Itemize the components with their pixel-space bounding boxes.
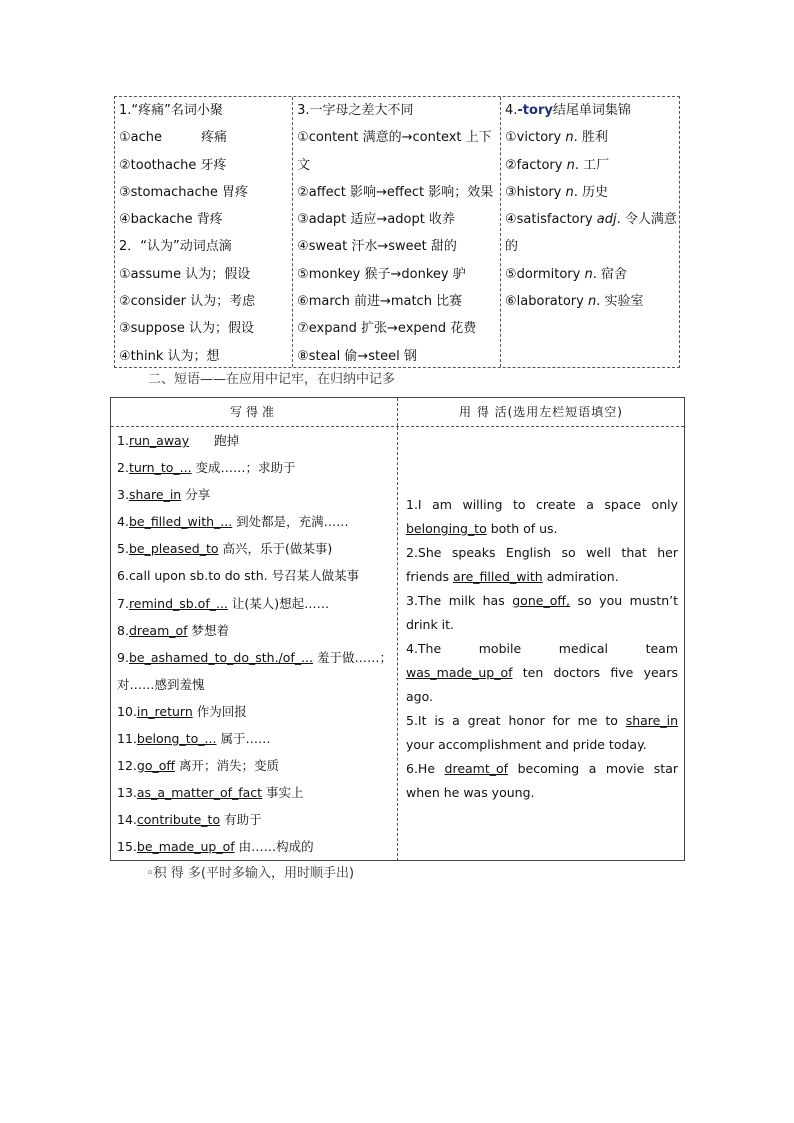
sentence-answer: belonging_to	[406, 521, 487, 536]
phrase-answer: be_pleased_to	[128, 541, 219, 557]
phrase-meaning: 分享	[181, 487, 211, 503]
phrase-row	[117, 698, 391, 725]
word-table	[114, 96, 680, 368]
tory-suffix: -tory	[517, 103, 553, 118]
col3-line	[505, 152, 675, 179]
col2-line: ⑥march 前进→match 比赛	[297, 294, 463, 310]
sentence-text: 1.I am willing to create a space only	[406, 497, 678, 512]
one-letter-diff-column	[292, 97, 500, 367]
phrase-meaning: 变成……；求助于	[191, 460, 296, 476]
meaning: . 工厂	[574, 157, 610, 173]
word: ②factory	[505, 157, 567, 173]
phrase-number: 14.	[117, 812, 137, 828]
pain-nouns-column	[115, 97, 292, 367]
phrase-number: 6.	[117, 568, 129, 584]
tory-words-column	[500, 97, 679, 367]
fill-blank-sentence	[406, 541, 678, 589]
phrase-number: 9.	[117, 649, 129, 665]
sentence-text: 4.The mobile medical team	[406, 641, 678, 656]
heading-number: 4.	[505, 103, 518, 118]
meaning: . 历史	[573, 184, 609, 200]
part-of-speech: n	[565, 184, 574, 200]
phrase-number: 13.	[117, 785, 137, 801]
phrase-number: 11.	[117, 731, 137, 747]
phrase-row	[117, 806, 391, 833]
phrase-number: 12.	[117, 758, 137, 774]
phrase-meaning: 由……构成的	[234, 839, 314, 855]
phrase-row	[117, 752, 391, 779]
sentence-text: 3.The milk has	[406, 593, 513, 608]
col3-line	[505, 288, 675, 315]
col2-line: 3.一字母之差大不同	[297, 103, 414, 118]
meaning: . 宿舍	[592, 266, 627, 282]
phrase-row	[117, 644, 391, 671]
phrase-row	[117, 454, 391, 481]
part-of-speech: n	[584, 266, 593, 282]
phrase-number: 15.	[117, 839, 137, 855]
col2-line: 文	[297, 157, 311, 173]
phrase-answer: be_made_up_of	[136, 839, 235, 855]
part-of-speech: n	[587, 294, 597, 310]
col1-line: ②toothache 牙疼	[119, 157, 227, 173]
col3-line	[505, 206, 675, 233]
phrase-answer: dream_of	[128, 622, 188, 638]
phrase-row	[117, 535, 391, 562]
fill-blank-sentence	[406, 589, 678, 637]
sentence-text: your accomplishment and pride today.	[406, 737, 647, 752]
phrase-meaning: 对……感到羞愧	[117, 676, 205, 692]
fill-blank-sentence	[406, 709, 678, 757]
meaning: . 令人满意	[616, 212, 677, 228]
col1-line: ④think 认为；想	[119, 348, 220, 364]
heading-text: 结尾单词集锦	[552, 103, 631, 118]
sentence-text: becoming a movie star when he was young.	[406, 761, 678, 800]
phrase-answer: be_filled_with_...	[128, 514, 233, 530]
phrase-answer: belong_to_...	[136, 731, 217, 747]
col2-line: ②affect 影响→effect 影响；效果	[297, 184, 494, 200]
sentence-text: ten doctors five years ago.	[406, 665, 678, 704]
phrase-meaning: 事实上	[262, 785, 304, 801]
part-of-speech: adj	[596, 212, 617, 228]
sentence-list	[398, 427, 684, 861]
phrase-row	[117, 562, 391, 589]
col3-line	[505, 233, 675, 260]
phrase-answer: turn_to_...	[128, 460, 192, 476]
word: ④satisfactory	[505, 212, 597, 228]
phrase-meaning: 到处都是，充满……	[232, 514, 349, 530]
fill-blank-sentence	[406, 637, 678, 709]
phrase-answer: run_away	[128, 433, 190, 448]
col2-line: ③adapt 适应→adopt 收养	[297, 212, 455, 228]
col3-line	[505, 124, 675, 151]
phrase-meaning: 作为回报	[192, 703, 247, 719]
phrase-row	[117, 590, 391, 617]
col1-line: 1.“疼痛”名词小聚	[119, 103, 223, 118]
section-heading-accumulate: ◦积 得 多(平时多输入，用时顺手出)	[146, 866, 355, 881]
sentence-text: so you mustn’t drink it.	[406, 593, 678, 632]
sentence-answer: gone_off,	[512, 593, 570, 608]
phrase-answer: go_off	[136, 758, 175, 774]
phrase-meaning: 让(某人)想起……	[227, 595, 330, 611]
col1-line: ①assume 认为；假设	[119, 266, 251, 282]
part-of-speech: n	[566, 157, 575, 173]
phrase-row	[117, 617, 391, 644]
col3-line	[505, 179, 675, 206]
sentence-text: 2.She speaks English so well that her friends	[406, 545, 678, 584]
header-left: 写得准	[111, 398, 398, 426]
fill-blank-sentence	[406, 493, 678, 541]
sentence-text: both of us.	[486, 521, 558, 536]
word: ⑥laboratory	[505, 294, 588, 310]
phrase-meaning: 离开；消失；变质	[174, 758, 279, 774]
phrase-meaning: 跑掉	[189, 433, 240, 448]
sentence-text: admiration.	[542, 569, 619, 584]
phrase-answer: be_ashamed_to_do_sth./of_...	[128, 649, 313, 665]
phrase-list	[111, 427, 398, 861]
col1-line: ③stomachache 胃疼	[119, 184, 248, 200]
sentence-answer: share_in	[625, 713, 678, 728]
phrase-number: 5.	[117, 541, 129, 557]
phrase-row	[117, 833, 391, 860]
meaning: . 实验室	[596, 294, 644, 310]
sentence-answer: was_made_up_of	[406, 665, 513, 680]
phrase-number: 8.	[117, 622, 129, 638]
meaning: 的	[505, 239, 519, 255]
sentence-text: 6.He	[406, 761, 445, 776]
phrase-answer: remind_sb.of_...	[128, 595, 228, 611]
phrase-number: 4.	[117, 514, 129, 530]
phrase-table	[110, 397, 685, 861]
col3-heading	[505, 97, 675, 124]
col3-line	[505, 261, 675, 288]
col1-line: ①ache 疼痛	[119, 130, 228, 146]
col1-line: ④backache 背疼	[119, 212, 223, 228]
phrase-meaning: 有助于	[220, 812, 262, 828]
phrase-row	[117, 508, 391, 535]
word: ③history	[505, 184, 566, 200]
phrase-number: 7.	[117, 595, 129, 611]
word: ⑤dormitory	[505, 266, 585, 282]
section-subheading: 二、短语——在应用中记牢，在归纳中记多	[148, 372, 396, 387]
phrase-answer: contribute_to	[136, 812, 221, 828]
phrase-meaning: call upon sb.to do sth. 号召某人做某事	[128, 568, 360, 584]
phrase-answer: share_in	[128, 487, 182, 503]
phrase-row	[117, 725, 391, 752]
phrase-answer: in_return	[136, 703, 193, 719]
col2-line: ⑦expand 扩张→expend 花费	[297, 321, 477, 337]
phrase-table-header	[111, 398, 684, 427]
sentence-answer: are_filled_with	[453, 569, 543, 584]
phrase-row	[117, 671, 391, 698]
phrase-meaning: 羞于做……；	[313, 649, 392, 665]
word: ①victory	[505, 130, 566, 146]
col1-line: ③suppose 认为；假设	[119, 321, 255, 337]
phrase-number: 3.	[117, 487, 129, 503]
phrase-row	[117, 481, 391, 508]
col2-line: ①content 满意的→context 上下	[297, 130, 492, 146]
phrase-row	[117, 427, 391, 454]
sentence-text: 5.It is a great honor for me to	[406, 713, 626, 728]
col2-line: ⑧steal 偷→steel 钢	[297, 348, 417, 364]
phrase-number: 1.	[117, 433, 129, 448]
phrase-number: 10.	[117, 703, 137, 719]
phrase-answer: as_a_matter_of_fact	[136, 785, 263, 801]
header-right: 用 得 活(选用左栏短语填空)	[459, 405, 623, 419]
part-of-speech: n	[565, 130, 574, 146]
fill-blank-sentence	[406, 757, 678, 805]
phrase-number: 2.	[117, 460, 129, 476]
col1-line: ②consider 认为；考虑	[119, 294, 256, 310]
col1-line: 2．“认为”动词点滴	[119, 239, 232, 255]
phrase-meaning: 属于……	[216, 731, 271, 747]
phrase-meaning: 高兴，乐于(做某事)	[218, 541, 333, 557]
phrase-meaning: 梦想着	[187, 622, 230, 638]
meaning: . 胜利	[573, 130, 608, 146]
col2-line: ④sweat 汗水→sweet 甜的	[297, 239, 457, 255]
phrase-row	[117, 779, 391, 806]
sentence-answer: dreamt_of	[444, 761, 509, 776]
col2-line: ⑤monkey 猴子→donkey 驴	[297, 266, 466, 282]
